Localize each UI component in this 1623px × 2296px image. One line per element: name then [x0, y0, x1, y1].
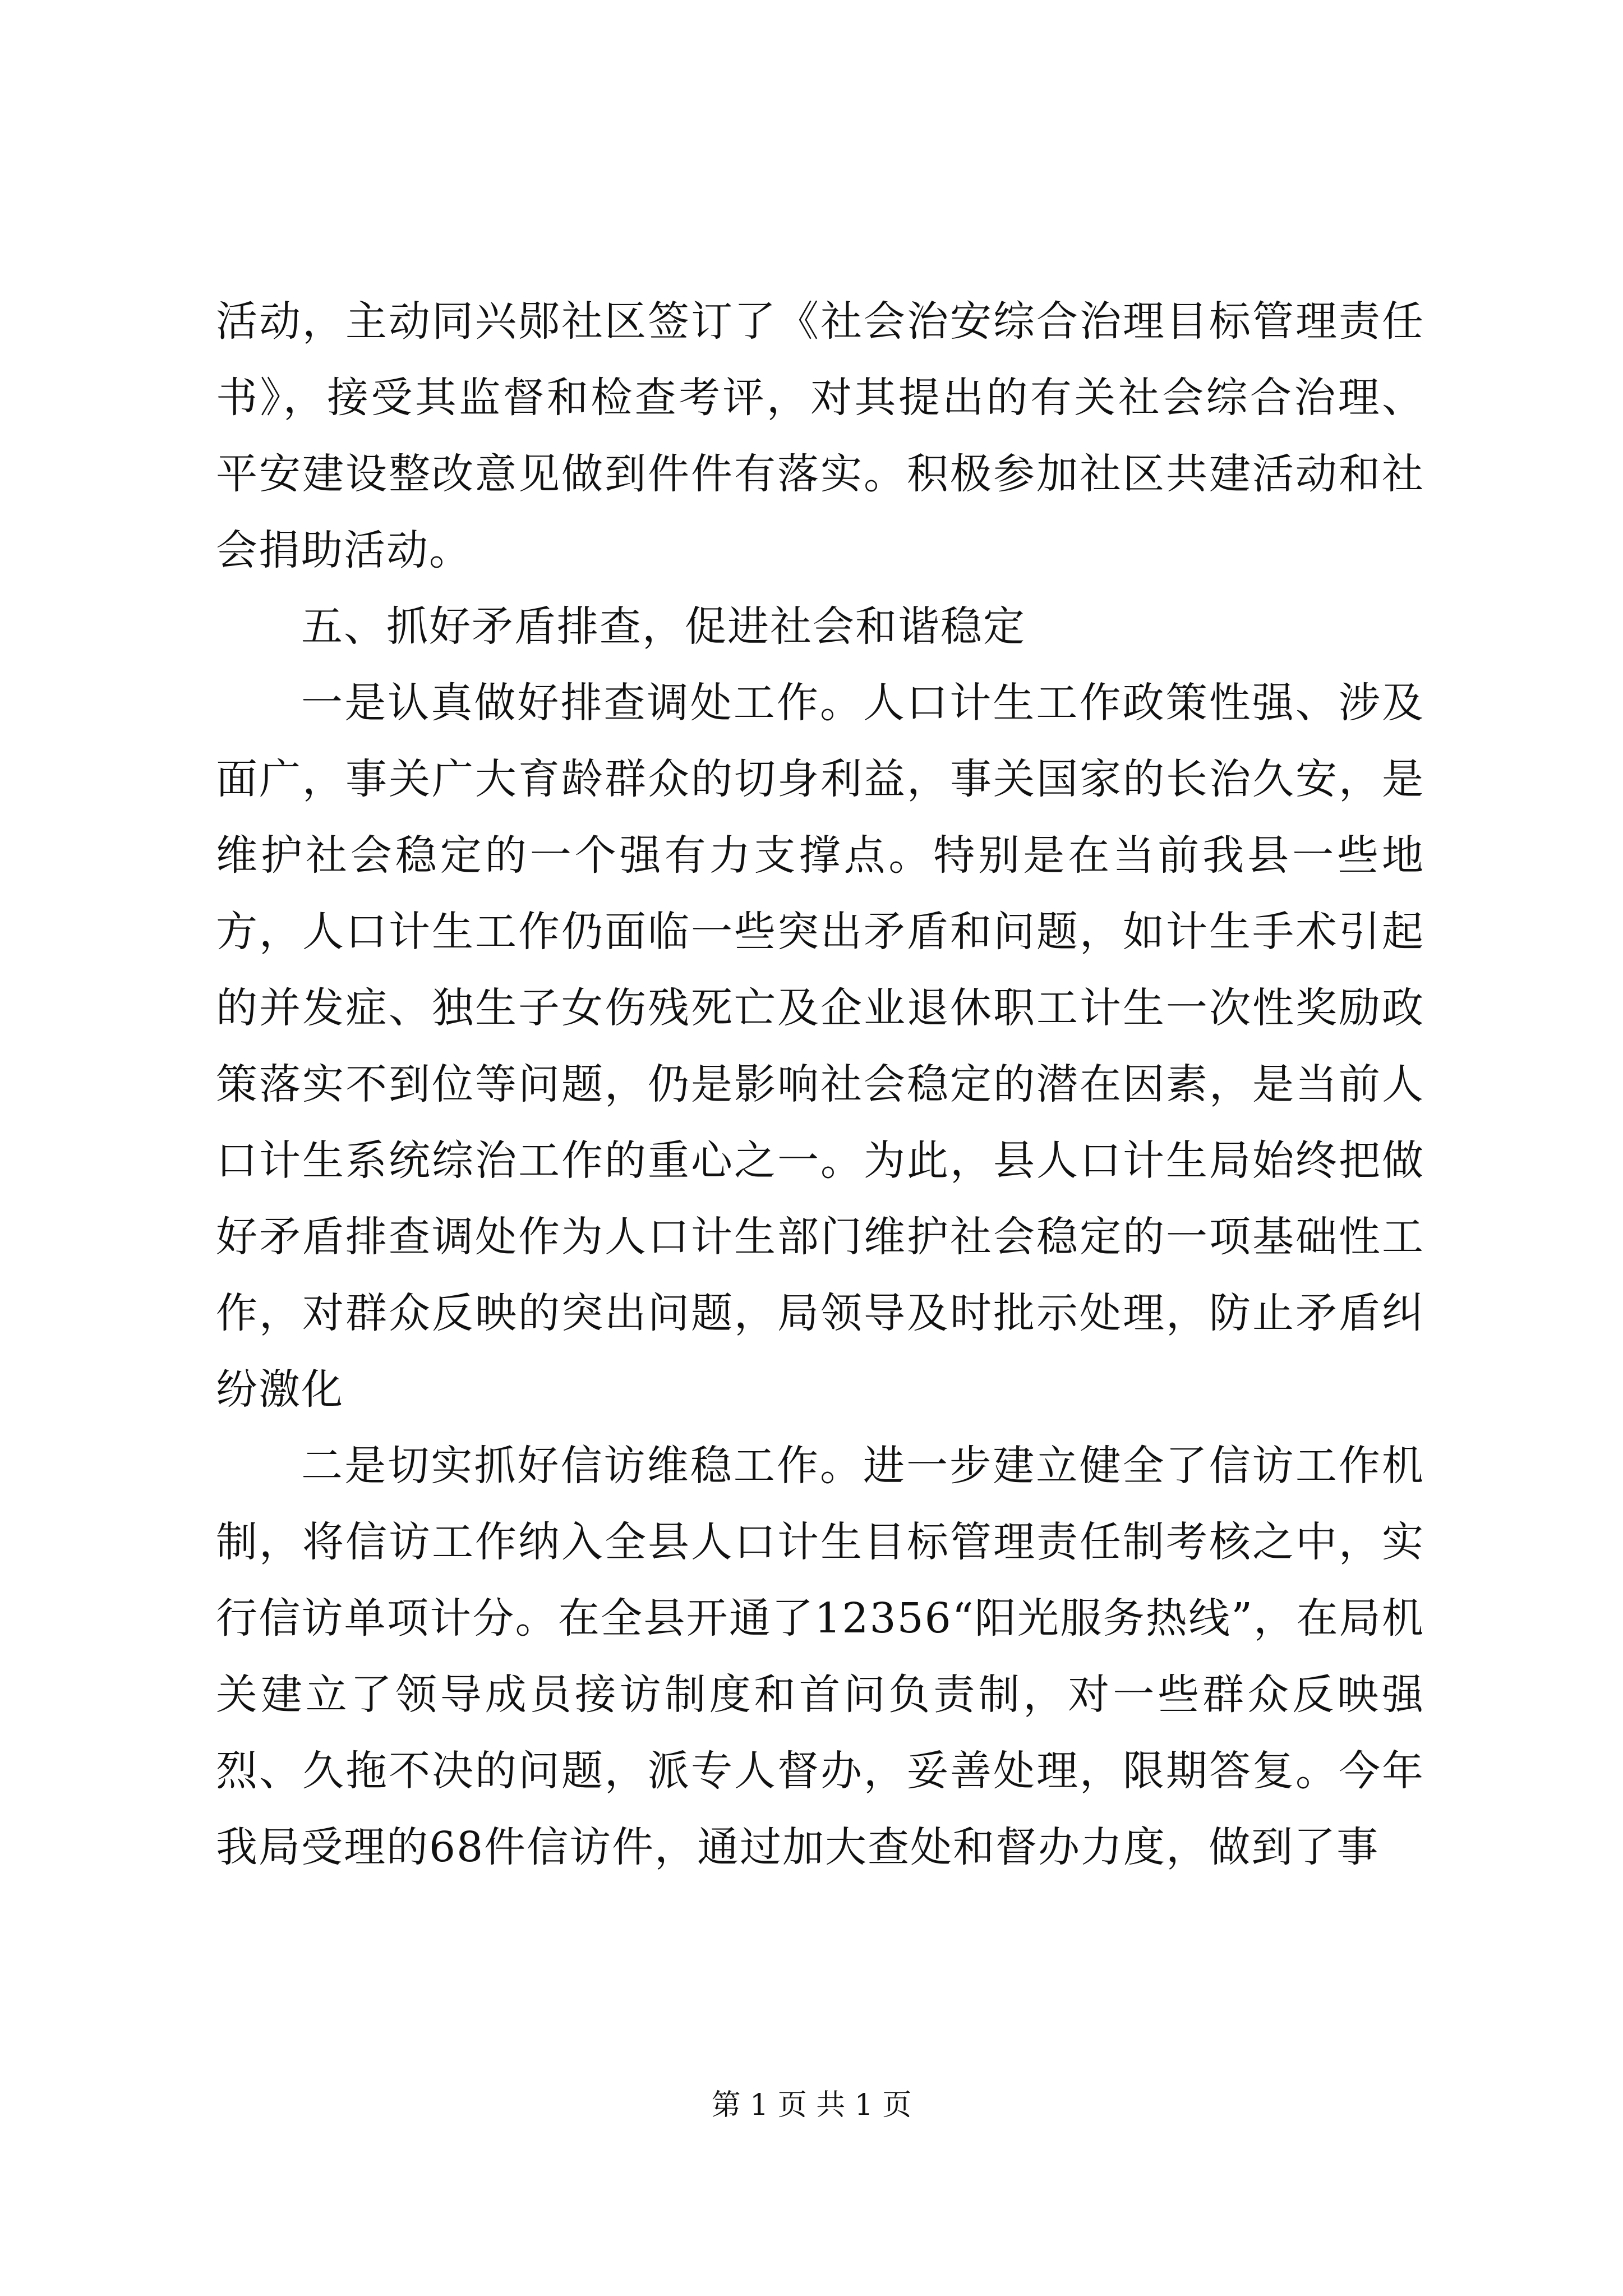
- paragraph-investigation: 一是认真做好排查调处工作。人口计生工作政策性强、涉及面广，事关广大育龄群众的切身利益，事关国家的长治久安，是维护社会稳定的一个强有力支撑点。特别是在当前我县一些地方，人口计生工作仍面临一些突出矛盾和问题，如计生手术引起的并发症、独生子女伤残死亡及企业退休职工计生一次性奖励政策落实不到位等问题，仍是影响社会稳定的潜在因素，是当前人口计生系统综治工作的重心之一。为此，县人口计生局始终把做好矛盾排查调处作为人口计生部门维护社会稳定的一项基础性工作，对群众反映的突出问题，局领导及时批示处理，防止矛盾纠纷激化: [216, 679, 1424, 1414]
- section-heading: 五、抓好矛盾排查，促进社会和谐稳定: [301, 602, 1026, 651]
- document-body: [216, 283, 1424, 1885]
- page-footer: 第 1 页 共 1 页: [711, 2088, 912, 2122]
- paragraph-petition: 二是切实抓好信访维稳工作。进一步建立健全了信访工作机制，将信访工作纳入全县人口计生目标管理责任制考核之中，实行信访单项计分。在全县开通了12356“阳光服务热线”，在局机关建立了领导成员接访制度和首问负责制，对一些群众反映强烈、久拖不决的问题，派专人督办，妥善处理，限期答复。今年我局受理的68件信访件，通过加大查处和督办力度，做到了事: [216, 1442, 1424, 1871]
- paragraph-continuation: 活动，主动同兴郧社区签订了《社会治安综合治理目标管理责任书》，接受其监督和检查考评，对其提出的有关社会综合治理、平安建设整改意见做到件件有落实。积极参加社区共建活动和社会捐助活动。: [216, 297, 1424, 574]
